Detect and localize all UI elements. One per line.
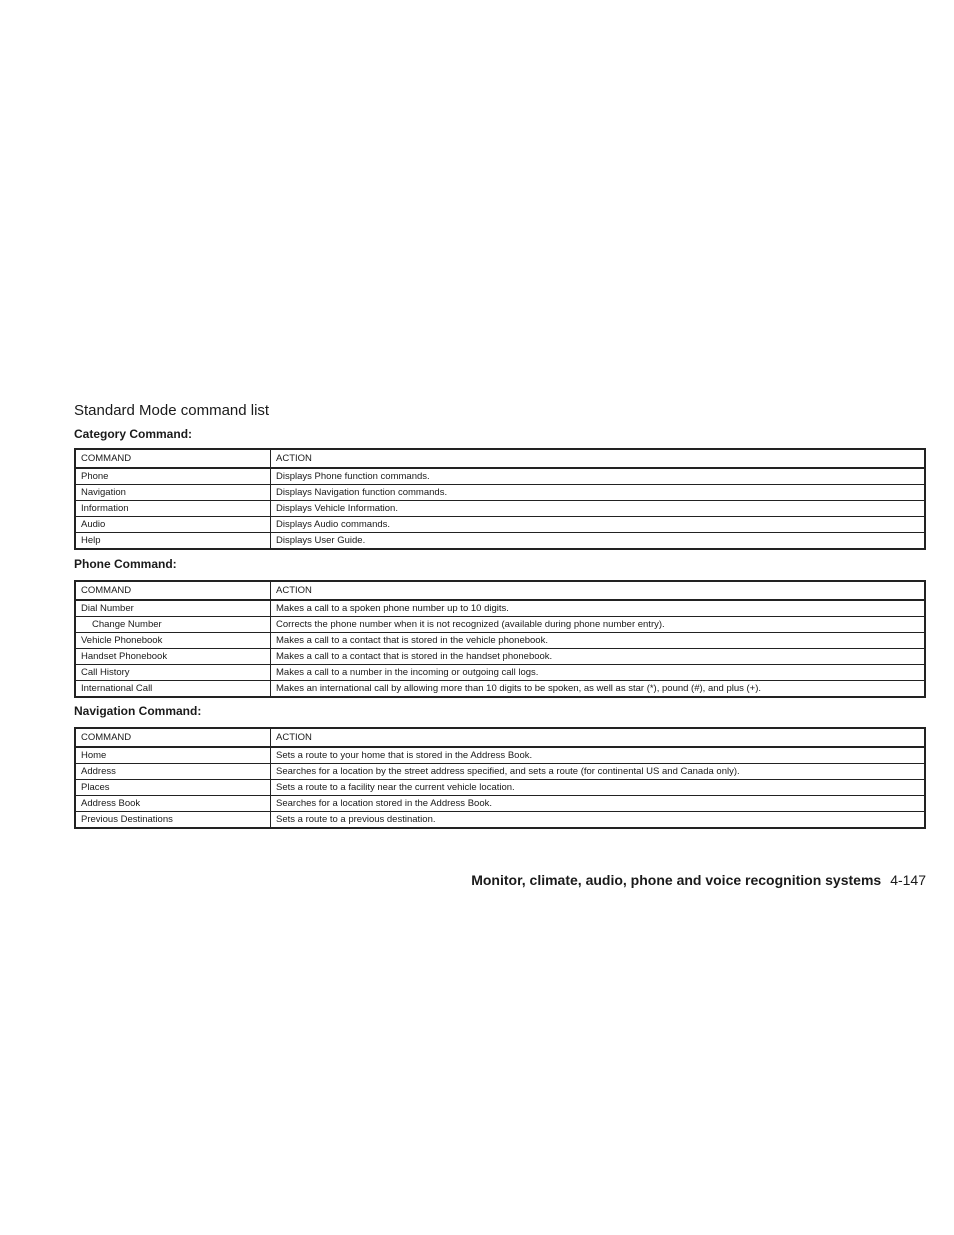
command-cell: Information bbox=[75, 501, 271, 517]
navigation-command-heading: Navigation Command: bbox=[74, 704, 202, 718]
table-row bbox=[75, 633, 925, 649]
table-header-row bbox=[75, 581, 925, 600]
footer-section-title: Monitor, climate, audio, phone and voice recognition systems bbox=[471, 872, 882, 888]
command-cell: Dial Number bbox=[75, 600, 271, 617]
action-cell: Searches for a location stored in the Address Book. bbox=[271, 796, 926, 812]
table-row bbox=[75, 796, 925, 812]
category-command-heading: Category Command: bbox=[74, 427, 193, 441]
table-header-row bbox=[75, 449, 925, 468]
navigation-command-table bbox=[74, 727, 926, 829]
action-cell: Displays Phone function commands. bbox=[271, 468, 926, 485]
table-row bbox=[75, 812, 925, 829]
action-cell: Displays Navigation function commands. bbox=[271, 485, 926, 501]
table-row bbox=[75, 764, 925, 780]
command-cell: Handset Phonebook bbox=[75, 649, 271, 665]
table-row bbox=[75, 501, 925, 517]
action-cell: Corrects the phone number when it is not recognized (available during phone number entry). bbox=[271, 617, 926, 633]
command-cell: Phone bbox=[75, 468, 271, 485]
category-command-table bbox=[74, 448, 926, 550]
table-header-row bbox=[75, 728, 925, 747]
action-cell: Makes an international call by allowing more than 10 digits to be spoken, as well as star (*), pound (#), and plus (+). bbox=[271, 681, 926, 698]
action-column-header: ACTION bbox=[271, 581, 926, 600]
command-cell: Audio bbox=[75, 517, 271, 533]
action-cell: Makes a call to a contact that is stored in the vehicle phonebook. bbox=[271, 633, 926, 649]
phone-command-table bbox=[74, 580, 926, 698]
action-cell: Makes a call to a number in the incoming or outgoing call logs. bbox=[271, 665, 926, 681]
command-cell: Previous Destinations bbox=[75, 812, 271, 829]
command-cell: Places bbox=[75, 780, 271, 796]
page-number: 4-147 bbox=[890, 872, 926, 888]
page-heading: Standard Mode command list bbox=[74, 402, 270, 419]
command-cell: Navigation bbox=[75, 485, 271, 501]
action-cell: Displays User Guide. bbox=[271, 533, 926, 550]
action-cell: Searches for a location by the street address specified, and sets a route (for continental US and Canada only). bbox=[271, 764, 926, 780]
action-cell: Sets a route to your home that is stored in the Address Book. bbox=[271, 747, 926, 764]
command-column-header: COMMAND bbox=[75, 449, 271, 468]
action-cell: Sets a route to a previous destination. bbox=[271, 812, 926, 829]
action-cell: Sets a route to a facility near the current vehicle location. bbox=[271, 780, 926, 796]
command-cell: Home bbox=[75, 747, 271, 764]
table-row bbox=[75, 681, 925, 698]
table-row bbox=[75, 517, 925, 533]
command-column-header: COMMAND bbox=[75, 581, 271, 600]
table-row bbox=[75, 617, 925, 633]
action-column-header: ACTION bbox=[271, 728, 926, 747]
table-row bbox=[75, 780, 925, 796]
command-cell: Change Number bbox=[75, 617, 271, 633]
action-cell: Makes a call to a contact that is stored in the handset phonebook. bbox=[271, 649, 926, 665]
page-footer bbox=[471, 871, 926, 889]
action-cell: Displays Vehicle Information. bbox=[271, 501, 926, 517]
table-row bbox=[75, 747, 925, 764]
action-column-header: ACTION bbox=[271, 449, 926, 468]
table-row bbox=[75, 468, 925, 485]
table-row bbox=[75, 600, 925, 617]
command-column-header: COMMAND bbox=[75, 728, 271, 747]
command-list-content bbox=[74, 401, 926, 829]
command-cell: International Call bbox=[75, 681, 271, 698]
table-row bbox=[75, 485, 925, 501]
command-cell: Help bbox=[75, 533, 271, 550]
table-row bbox=[75, 533, 925, 550]
action-cell: Makes a call to a spoken phone number up to 10 digits. bbox=[271, 600, 926, 617]
phone-command-heading: Phone Command: bbox=[74, 557, 177, 571]
command-cell: Call History bbox=[75, 665, 271, 681]
command-cell: Address bbox=[75, 764, 271, 780]
command-cell: Vehicle Phonebook bbox=[75, 633, 271, 649]
table-row bbox=[75, 665, 925, 681]
table-row bbox=[75, 649, 925, 665]
action-cell: Displays Audio commands. bbox=[271, 517, 926, 533]
command-cell: Address Book bbox=[75, 796, 271, 812]
